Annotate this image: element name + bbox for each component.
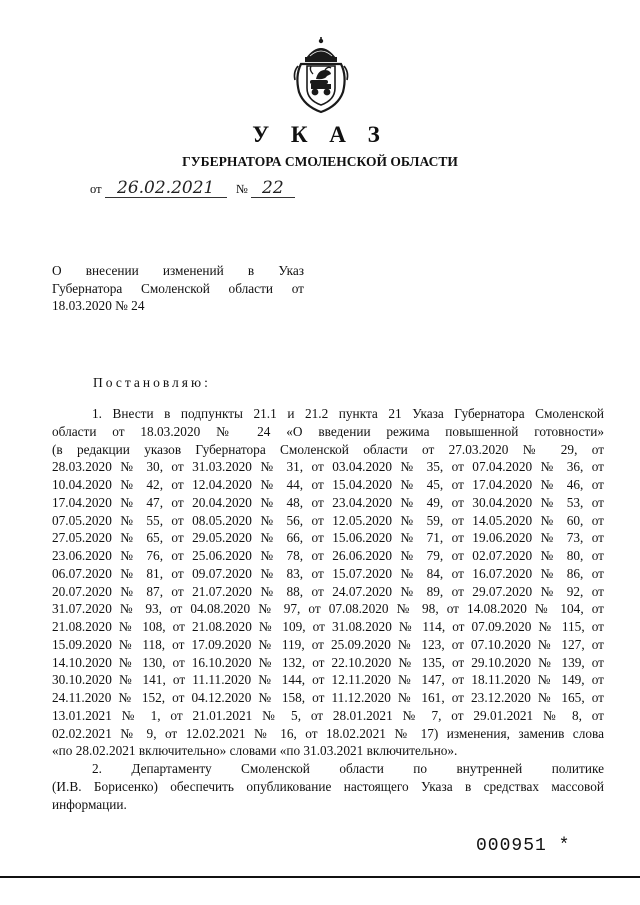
body-line: 21.08.2020 № 108, от 21.08.2020 № 109, от 31.08.2020 № 114, от 07.09.2020 № 115, от bbox=[52, 619, 604, 634]
subject-line: Губернатора Смоленской области от bbox=[52, 280, 304, 296]
body-line: 02.02.2021 № 9, от 12.02.2021 № 16, от 18.02.2021 № 17) изменения, заменив слова bbox=[52, 725, 604, 741]
body-line: 13.01.2021 № 1, от 21.01.2021 № 5, от 28.01.2021 № 7, от 29.01.2021 № 8, от bbox=[52, 707, 604, 723]
bottom-divider bbox=[0, 876, 640, 878]
signing-date: 26.02.2021 bbox=[105, 180, 227, 198]
body-line: 07.05.2020 № 55, от 08.05.2020 № 56, от 12.05.2020 № 59, от 14.05.2020 № 60, от bbox=[52, 512, 604, 528]
body-line: 17.04.2020 № 47, от 20.04.2020 № 48, от 23.04.2020 № 49, от 30.04.2020 № 53, от bbox=[52, 494, 604, 510]
decree-number: 22 bbox=[251, 180, 295, 198]
document-body bbox=[52, 405, 604, 813]
body-line: 10.04.2020 № 42, от 12.04.2020 № 44, от 15.04.2020 № 45, от 17.04.2020 № 46, от bbox=[52, 477, 604, 492]
number-prefix: № bbox=[235, 182, 248, 196]
document-subtitle: ГУБЕРНАТОРА СМОЛЕНСКОЙ ОБЛАСТИ bbox=[182, 154, 458, 169]
body-line: 28.03.2020 № 30, от 31.03.2020 № 31, от 03.04.2020 № 35, от 07.04.2020 № 36, от bbox=[52, 459, 604, 475]
body-line: (И.В. Борисенко) обеспечить опубликование настоящего Указа в средствах массовой bbox=[52, 778, 604, 794]
registration-number: 000951 * bbox=[476, 836, 571, 856]
decree-word: Постановляю: bbox=[93, 375, 211, 390]
document-subject bbox=[52, 262, 304, 315]
body-line: 23.06.2020 № 76, от 25.06.2020 № 78, от 26.06.2020 № 79, от 02.07.2020 № 80, от bbox=[52, 548, 604, 563]
body-line: 2. Департаменту Смоленской области по внутренней политике bbox=[92, 761, 604, 776]
body-line: информации. bbox=[52, 796, 127, 812]
date-prefix: от bbox=[90, 182, 102, 196]
body-line: (в редакции указов Губернатора Смоленской области от 27.03.2020 № 29, от bbox=[52, 441, 604, 457]
body-line: «по 28.02.2021 включительно» словами «по 31.03.2021 включительно». bbox=[52, 743, 458, 759]
document-title: У К А З bbox=[252, 122, 388, 147]
date-and-number-line bbox=[90, 180, 295, 198]
subject-line: О внесении изменений в Указ bbox=[52, 263, 304, 278]
body-line: 30.10.2020 № 141, от 11.11.2020 № 144, от 12.11.2020 № 147, от 18.11.2020 № 149, от bbox=[52, 672, 604, 688]
body-line: 15.09.2020 № 118, от 17.09.2020 № 119, от 25.09.2020 № 123, от 07.10.2020 № 127, от bbox=[52, 636, 604, 652]
subject-line: 18.03.2020 № 24 bbox=[52, 298, 145, 313]
body-line: 24.11.2020 № 152, от 04.12.2020 № 158, от 11.12.2020 № 161, от 23.12.2020 № 165, от bbox=[52, 690, 604, 705]
body-line: 14.10.2020 № 130, от 16.10.2020 № 132, от 22.10.2020 № 135, от 29.10.2020 № 139, от bbox=[52, 654, 604, 670]
body-line: области от 18.03.2020 № 24 «О введении режима повышенной готовности» bbox=[52, 423, 604, 439]
body-line: 06.07.2020 № 81, от 09.07.2020 № 83, от 15.07.2020 № 84, от 16.07.2020 № 86, от bbox=[52, 565, 604, 581]
body-line: 1. Внести в подпункты 21.1 и 21.2 пункта 21 Указа Губернатора Смоленской bbox=[92, 406, 604, 421]
body-line: 20.07.2020 № 87, от 21.07.2020 № 88, от 24.07.2020 № 89, от 29.07.2020 № 92, от bbox=[52, 583, 604, 599]
body-line: 27.05.2020 № 65, от 29.05.2020 № 66, от 15.06.2020 № 71, от 19.06.2020 № 73, от bbox=[52, 530, 604, 546]
coat-of-arms-icon bbox=[292, 36, 350, 114]
body-line: 31.07.2020 № 93, от 04.08.2020 № 97, от 07.08.2020 № 98, от 14.08.2020 № 104, от bbox=[52, 601, 604, 617]
